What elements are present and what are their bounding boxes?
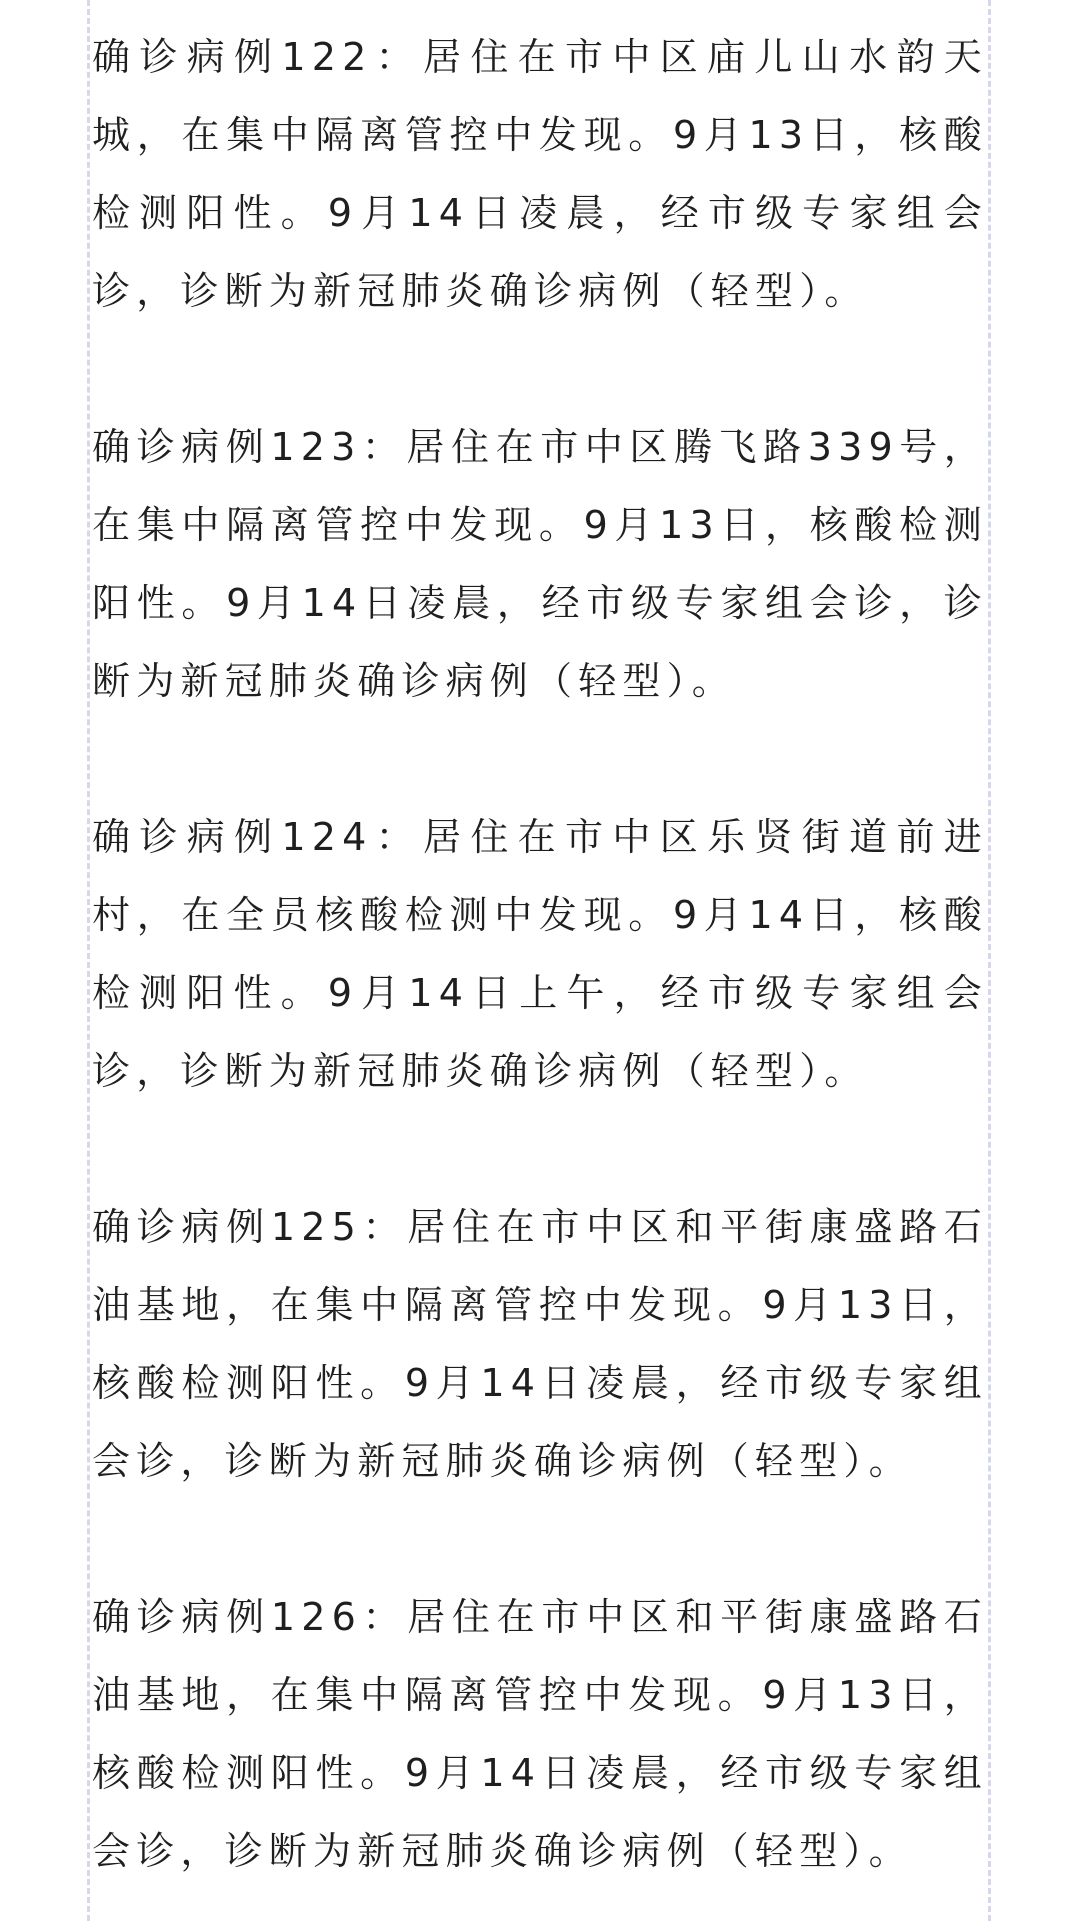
case-paragraph-124: 确诊病例124：居住在市中区乐贤街道前进村，在全员核酸检测中发现。9月14日，核酸检测阳性。9月14日上午，经市级专家组会诊，诊断为新冠肺炎确诊病例（轻型）。: [92, 815, 988, 1093]
case-paragraph-125: 确诊病例125：居住在市中区和平街康盛路石油基地，在集中隔离管控中发现。9月13日，核酸检测阳性。9月14日凌晨，经市级专家组会诊，诊断为新冠肺炎确诊病例（轻型）。: [92, 1205, 988, 1483]
case-paragraph-126: 确诊病例126：居住在市中区和平街康盛路石油基地，在集中隔离管控中发现。9月13日，核酸检测阳性。9月14日凌晨，经市级专家组会诊，诊断为新冠肺炎确诊病例（轻型）。: [92, 1595, 988, 1873]
article-body: [92, 18, 988, 1890]
case-paragraph-123: 确诊病例123：居住在市中区腾飞路339号，在集中隔离管控中发现。9月13日，核酸检测阳性。9月14日凌晨，经市级专家组会诊，诊断为新冠肺炎确诊病例（轻型）。: [92, 425, 988, 703]
case-paragraph-122: 确诊病例122：居住在市中区庙儿山水韵天城，在集中隔离管控中发现。9月13日，核酸检测阳性。9月14日凌晨，经市级专家组会诊，诊断为新冠肺炎确诊病例（轻型）。: [92, 35, 988, 313]
